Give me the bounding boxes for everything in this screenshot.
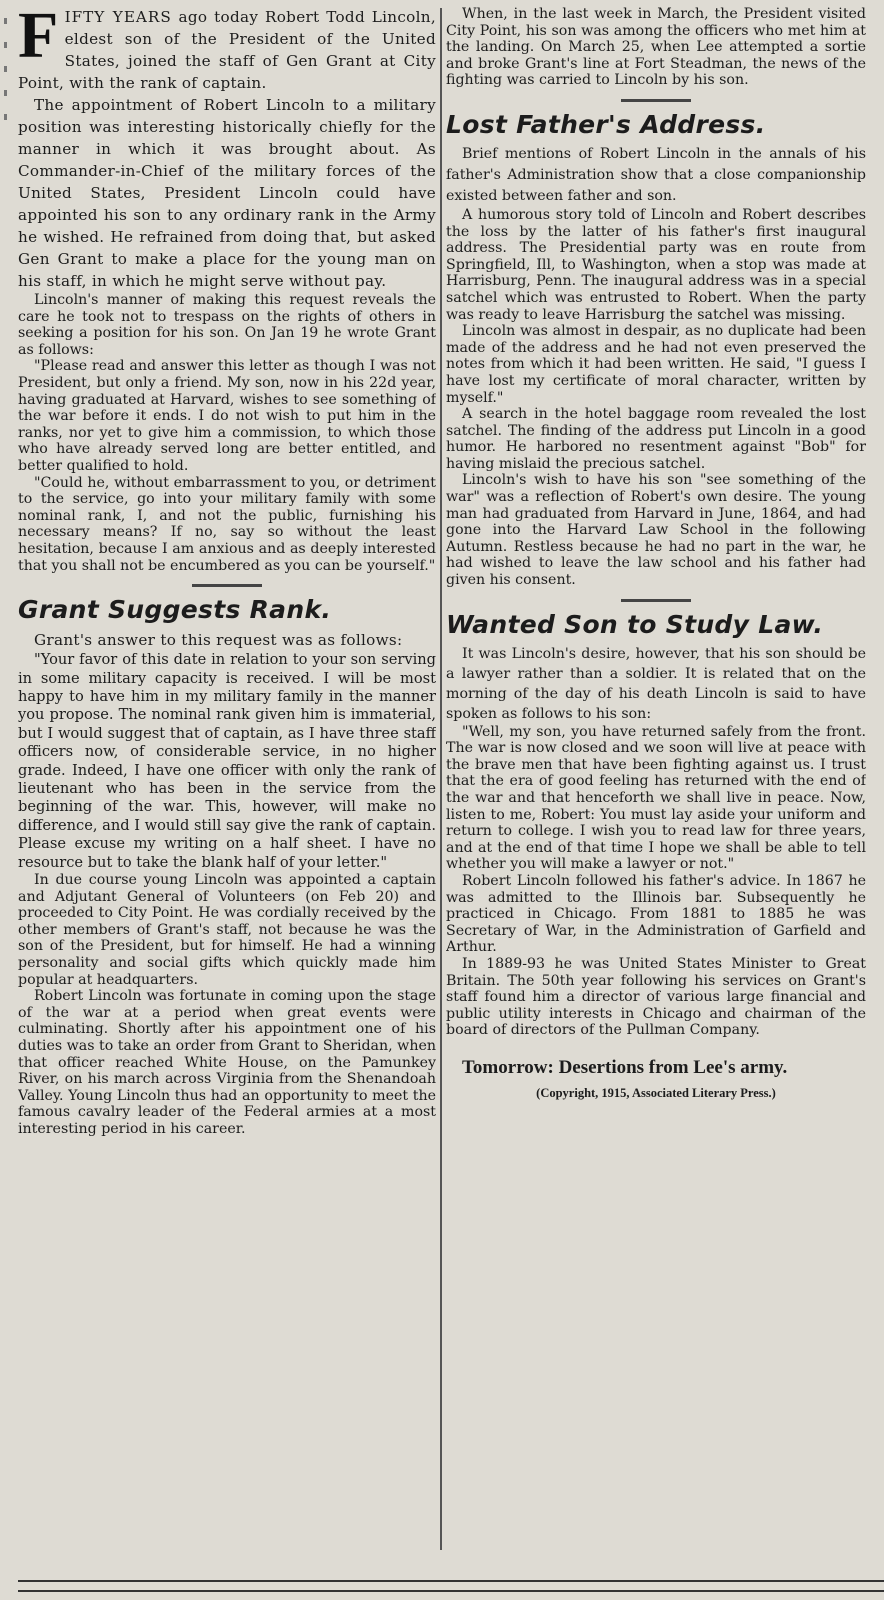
column-left xyxy=(18,6,436,1566)
copyright-line: (Copyright, 1915, Associated Literary Press.) xyxy=(536,1085,776,1100)
paragraph: A search in the hotel baggage room revealed the lost satchel. The finding of the address put Lincoln in a good humor. He harbored no resentment against "Bob" for having mislaid the precious satchel. xyxy=(446,406,866,472)
paragraph: Lincoln was almost in despair, as no duplicate had been made of the address and he had not even preserved the notes from which it had been written. He said, "I guess I have lost my certificate of moral character, written by myself." xyxy=(446,323,866,406)
paragraph: It was Lincoln's desire, however, that his son should be a lawyer rather than a soldier. It is related that on the morning of the day of his death Lincoln is said to have spoken as follows to his son: xyxy=(446,645,866,722)
section-heading: Lost Father's Address. xyxy=(446,109,766,139)
section-heading: Grant Suggests Rank. xyxy=(18,595,332,625)
section-divider xyxy=(621,599,691,602)
paragraph: The appointment of Robert Lincoln to a military position was interesting historically chiefly for the manner in which it was brought about. As Commander-in-Chief of the military forces of the United States, President Lincoln could have appointed his son to any ordinary rank in the Army he wished. He refrained from doing that, but asked Gen Grant to make a place for the young man on his staff, in which he might serve without pay. xyxy=(18,96,436,290)
drop-cap: F xyxy=(18,6,59,72)
paragraph: Robert Lincoln followed his father's advice. In 1867 he was admitted to the Illinois bar. Subsequently he practiced in Chicago. From 1881 to 1885 he was Secretary of War, in the Administration of Garfield and Arthur. xyxy=(446,872,866,956)
tomorrow-teaser: Tomorrow: Desertions from Lee's army. xyxy=(462,1056,788,1078)
paragraph: In 1889-93 he was United States Minister to Great Britain. The 50th year following his services on Grant's staff found him a director of various large financial and public utility interests in Chicago and chairman of the board of directors of the Pullman Company. xyxy=(446,955,866,1039)
intro-paragraph xyxy=(18,6,436,94)
paragraph: Lincoln's wish to have his son "see something of the war" was a reflection of Robert's own desire. The young man had graduated from Harvard in June, 1864, and had gone into the Harvard Law School in the following Autumn. Restless because he had no part in the war, he had wished to leave the law school and his father had given his consent. xyxy=(446,472,866,589)
section-heading: Wanted Son to Study Law. xyxy=(446,609,824,639)
column-divider xyxy=(440,8,442,1550)
intro-caps: IFTY YEARS xyxy=(64,8,172,26)
bottom-rule xyxy=(18,1590,884,1592)
bottom-rule xyxy=(18,1580,884,1582)
column-right xyxy=(446,6,866,1536)
quote-paragraph: "Your favor of this date in relation to your son serving in some military capacity is received. I will be most happy to have him in my military family in the manner you propose. The nominal rank given him is immaterial, but I would suggest that of captain, as I have three staff officers now, of considerable service, in no higher grade. Indeed, I have one officer with only the rank of lieutenant who has been in the service from the beginning of the war. This, however, will make no difference, and I would still say give the rank of captain. Please excuse my writing on a half sheet. I have no resource but to take the blank half of your letter." xyxy=(18,651,436,871)
paragraph: A humorous story told of Lincoln and Robert describes the loss by the latter of his father's first inaugural address. The Presidential party was en route from Springfield, Ill, to Washington, when a stop was made at Harrisburg, Penn. The inaugural address was in a special satchel which was entrusted to Robert. When the party was ready to leave Harrisburg the satchel was missing. xyxy=(446,206,866,323)
paragraph: Grant's answer to this request was as follows: xyxy=(34,631,403,650)
paragraph: Lincoln's manner of making this request reveals the care he took not to trespass on the rights of others in seeking a position for his son. On Jan 19 he wrote Grant as follows: xyxy=(18,292,436,358)
section-divider xyxy=(192,584,262,587)
paragraph: In due course young Lincoln was appointed a captain and Adjutant General of Volunteers (on Feb 20) and proceeded to City Point. He was cordially received by the other members of Grant's staff, not because he was the son of the President, but for himself. He had a winning personality and social gifts which quickly made him popular at headquarters. xyxy=(18,871,436,988)
quote-paragraph: "Could he, without embarrassment to you, or detriment to the service, go into your military family with some nominal rank, I, and not the public, furnishing his necessary means? If no, say so without the least hesitation, because I am anxious and as deeply interested that you shall not be encumbered as you can be yourself." xyxy=(18,474,436,574)
page-edge-marks xyxy=(2,0,10,1560)
paragraph: When, in the last week in March, the President visited City Point, his son was among the officers who met him at the landing. On March 25, when Lee attempted a sortie and broke Grant's line at Fort Steadman, the news of the fighting was carried to Lincoln by his son. xyxy=(446,6,866,89)
paragraph: Brief mentions of Robert Lincoln in the annals of his father's Administration show that a close companionship existed between father and son. xyxy=(446,145,866,204)
paragraph: Robert Lincoln was fortunate in coming upon the stage of the war at a period when great events were culminating. Shortly after his appointment one of his duties was to take an order from Grant to Sheridan, when that officer reached White House, on the Pamunkey River, on his march across Virginia from the Shenandoah Valley. Young Lincoln thus had an opportunity to meet the famous cavalry leader of the Federal armies at a most interesting period in his career. xyxy=(18,988,436,1137)
quote-paragraph: "Well, my son, you have returned safely from the front. The war is now closed and we soon will live at peace with the brave men that have been fighting against us. I trust that the era of good feeling has returned with the end of the war and that henceforth we shall live in peace. Now, listen to me, Robert: You must lay aside your uniform and return to college. I wish you to read law for three years, and at the end of that time I hope we shall be able to tell whether you will make a lawyer or not." xyxy=(446,723,866,873)
quote-paragraph: "Please read and answer this letter as though I was not President, but only a friend. My son, now in his 22d year, having graduated at Harvard, wishes to see something of the war before it ends. I do not wish to put him in the ranks, nor yet to give him a commission, to which those who have already served long are better entitled, and better qualified to hold. xyxy=(18,358,436,474)
section-divider xyxy=(621,99,691,102)
intro-text: ago today Robert Todd Lincoln, eldest son of the President of the United States, joined the staff of Gen Grant at City Point, with the rank of captain. xyxy=(18,8,436,92)
